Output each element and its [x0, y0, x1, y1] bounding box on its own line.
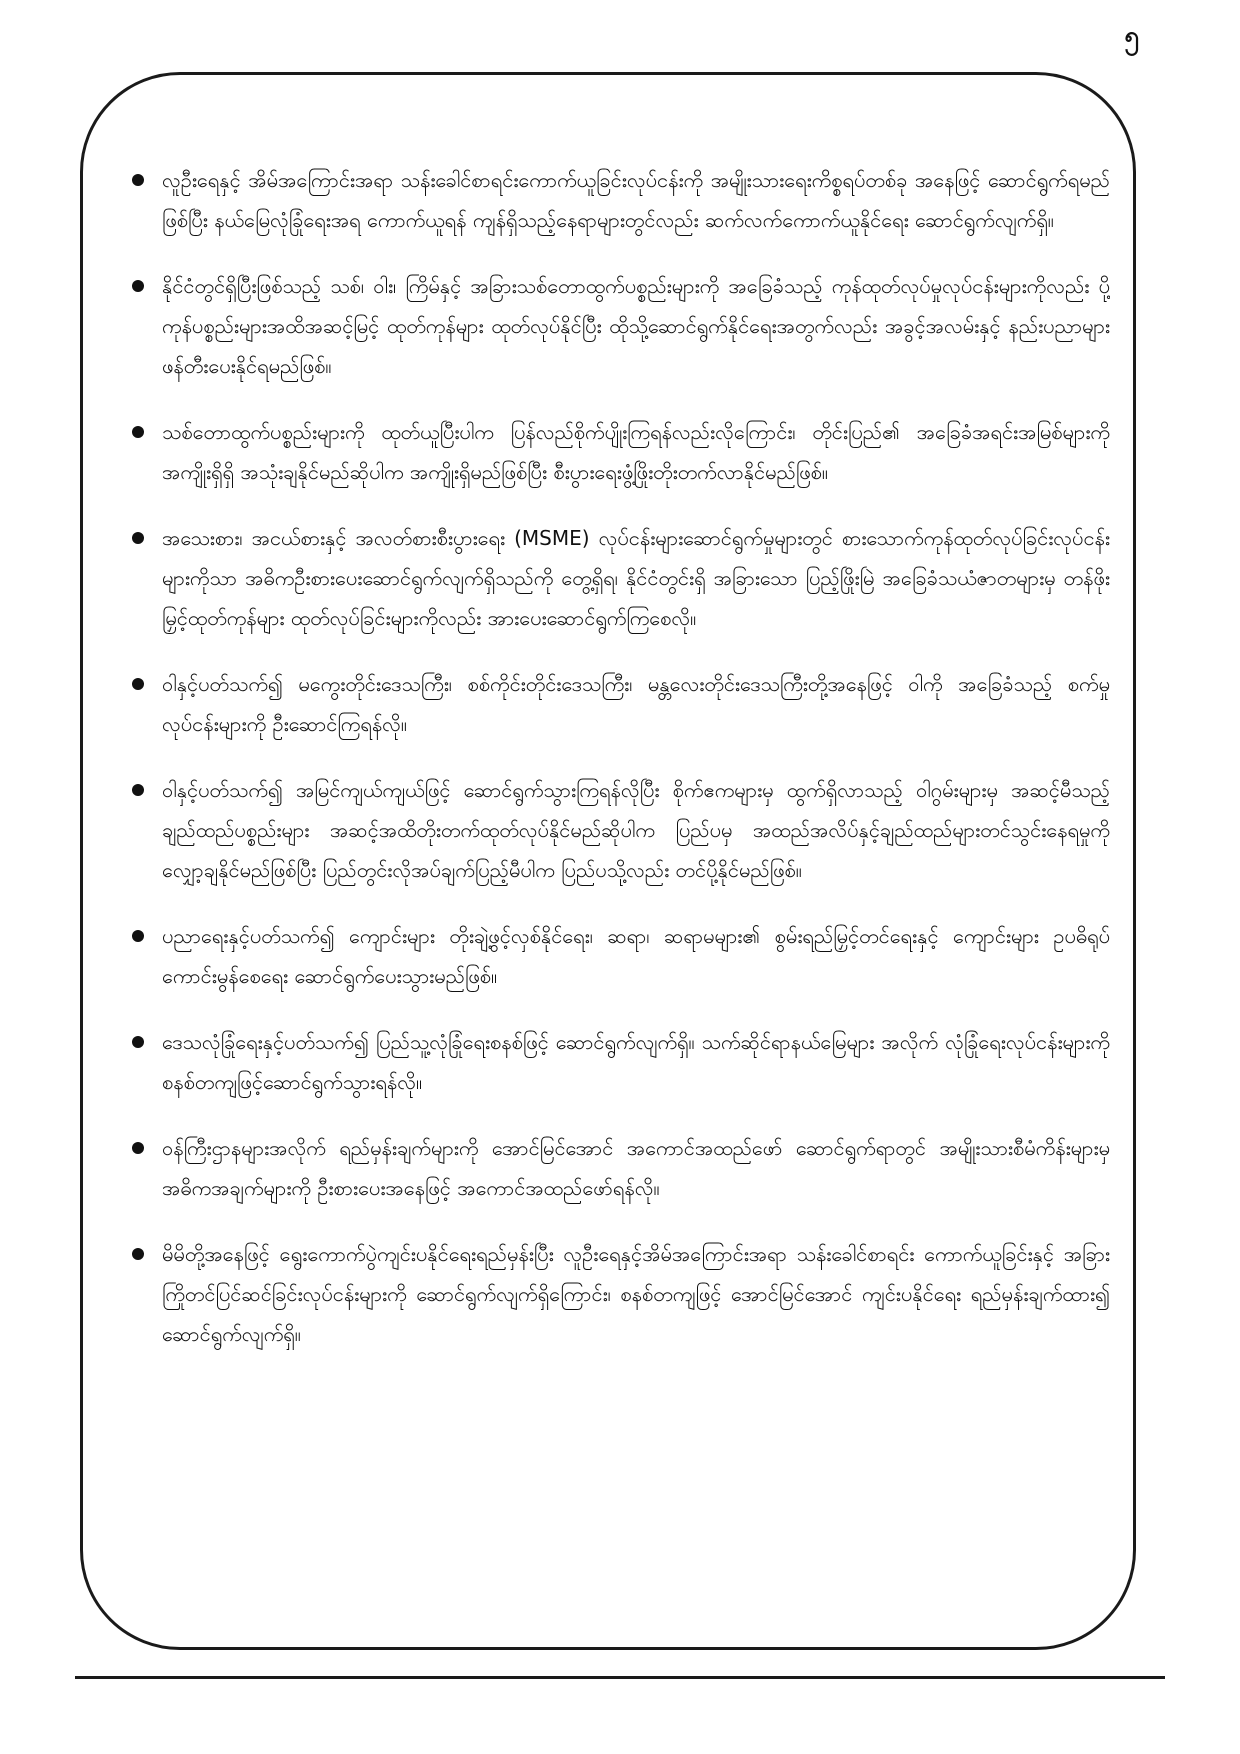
list-item-text: ဒေသလုံခြုံရေးနှင့်ပတ်သက်၍ ပြည်သူ့လုံခြုံရေးစနစ်ဖြင့် ဆောင်ရွက်လျက်ရှိ။ သက်ဆိုင်ရာနယ်မြေများ အလိုက် လုံခြုံရေးလုပ်ငန်းများကို စနစ်တကျဖြင့်ဆောင်ရွက်သွားရန်လို။: [162, 1030, 1110, 1094]
page-number: ၅: [1124, 21, 1140, 51]
bullet-icon: [132, 930, 144, 942]
bullet-icon: [132, 678, 144, 690]
content-area: [125, 160, 1110, 1630]
bullet-icon: [132, 1142, 144, 1154]
list-item-text: သစ်တောထွက်ပစ္စည်းများကို ထုတ်ယူပြီးပါက ပြန်လည်စိုက်ပျိုးကြရန်လည်းလိုကြောင်း၊ တိုင်းပြည်၏ အခြေခံအရင်းအမြစ်များကို အကျိုးရှိရှိ အသုံးချနိုင်မည်ဆိုပါက အကျိုးရှိမည်ဖြစ်ပြီး စီးပွားရေးဖွံ့ဖြိုးတိုးတက်လာနိုင်မည်ဖြစ်။: [162, 420, 1110, 484]
list-item: [125, 412, 1110, 492]
list-item: [125, 1128, 1110, 1208]
bullet-icon: [132, 784, 144, 796]
bullet-icon: [132, 1036, 144, 1048]
list-item: [125, 770, 1110, 890]
bullet-list: [125, 160, 1110, 1354]
list-item: [125, 266, 1110, 386]
list-item: [125, 518, 1110, 638]
list-item-text: နိုင်ငံတွင်ရှိပြီးဖြစ်သည့် သစ်၊ ဝါး၊ ကြိမ်နှင့် အခြားသစ်တောထွက်ပစ္စည်းများကို အခြေခံသည့် ကုန်ထုတ်လုပ်မှုလုပ်ငန်းများကိုလည်း ပို့ကုန်ပစ္စည်းများအထိအဆင့်မြင့် ထုတ်ကုန်များ ထုတ်လုပ်နိုင်ပြီး ထိုသို့ဆောင်ရွက်နိုင်ရေးအတွက်လည်း အခွင့်အလမ်းနှင့် နည်းပညာများ ဖန်တီးပေးနိုင်ရမည်ဖြစ်။: [162, 274, 1110, 378]
list-item-text: လူဦးရေနှင့် အိမ်အကြောင်းအရာ သန်းခေါင်စာရင်းကောက်ယူခြင်းလုပ်ငန်းကို အမျိုးသားရေးကိစ္စရပ်တစ်ခု အနေဖြင့် ဆောင်ရွက်ရမည်ဖြစ်ပြီး နယ်မြေလုံခြုံရေးအရ ကောက်ယူရန် ကျန်ရှိသည့်နေရာများတွင်လည်း ဆက်လက်ကောက်ယူနိုင်ရေး ဆောင်ရွက်လျက်ရှိ။: [162, 168, 1110, 232]
footer-rule: [75, 1676, 1165, 1679]
bullet-icon: [132, 426, 144, 438]
bullet-icon: [132, 280, 144, 292]
list-item: [125, 664, 1110, 744]
bullet-icon: [132, 1248, 144, 1260]
list-item-text: ဝါနှင့်ပတ်သက်၍ အမြင်ကျယ်ကျယ်ဖြင့် ဆောင်ရွက်သွားကြရန်လိုပြီး စိုက်ဧကများမှ ထွက်ရှိလာသည့် ဝါဂွမ်းများမှ အဆင့်မီသည့်ချည်ထည်ပစ္စည်းများ အဆင့်အထိတိုးတက်ထုတ်လုပ်နိုင်မည်ဆိုပါက ပြည်ပမှ အထည်အလိပ်နှင့်ချည်ထည်များတင်သွင်းနေရမှုကို လျှော့ချနိုင်မည်ဖြစ်ပြီး ပြည်တွင်းလိုအပ်ချက်ပြည့်မီပါက ပြည်ပသို့လည်း တင်ပို့နိုင်မည်ဖြစ်။: [162, 778, 1110, 882]
list-item: [125, 1234, 1110, 1354]
bullet-icon: [132, 532, 144, 544]
bullet-icon: [132, 174, 144, 186]
list-item: [125, 916, 1110, 996]
list-item-text: အသေးစား၊ အငယ်စားနှင့် အလတ်စားစီးပွားရေး (MSME) လုပ်ငန်းများဆောင်ရွက်မှုများတွင် စားသောက်ကုန်ထုတ်လုပ်ခြင်းလုပ်ငန်းများကိုသာ အဓိကဦးစားပေးဆောင်ရွက်လျက်ရှိသည်ကို တွေ့ရှိရ၊ နိုင်ငံတွင်းရှိ အခြားသော ပြည့်ဖြိုးမြဲ အခြေခံသယံဇာတများမှ တန်ဖိုးမြှင့်ထုတ်ကုန်များ ထုတ်လုပ်ခြင်းများကိုလည်း အားပေးဆောင်ရွက်ကြစေလို။: [162, 526, 1110, 630]
list-item-text: ဝါနှင့်ပတ်သက်၍ မကွေးတိုင်းဒေသကြီး၊ စစ်ကိုင်းတိုင်းဒေသကြီး၊ မန္တလေးတိုင်းဒေသကြီးတို့အနေဖြင့် ဝါကို အခြေခံသည့် စက်မှုလုပ်ငန်းများကို ဦးဆောင်ကြရန်လို။: [162, 672, 1110, 736]
list-item: [125, 160, 1110, 240]
list-item-text: ဝန်ကြီးဌာနများအလိုက် ရည်မှန်းချက်များကို အောင်မြင်အောင် အကောင်အထည်ဖော် ဆောင်ရွက်ရာတွင် အမျိုးသားစီမံကိန်းများမှ အဓိကအချက်များကို ဦးစားပေးအနေဖြင့် အကောင်အထည်ဖော်ရန်လို။: [162, 1136, 1110, 1200]
list-item: [125, 1022, 1110, 1102]
list-item-text: မိမိတို့အနေဖြင့် ရွေးကောက်ပွဲကျင်းပနိုင်ရေးရည်မှန်းပြီး လူဦးရေနှင့်အိမ်အကြောင်းအရာ သန်းခေါင်စာရင်း ကောက်ယူခြင်းနှင့် အခြားကြိုတင်ပြင်ဆင်ခြင်းလုပ်ငန်းများကို ဆောင်ရွက်လျက်ရှိကြောင်း၊ စနစ်တကျဖြင့် အောင်မြင်အောင် ကျင်းပနိုင်ရေး ရည်မှန်းချက်ထား၍ ဆောင်ရွက်လျက်ရှိ။: [162, 1242, 1110, 1346]
list-item-text: ပညာရေးနှင့်ပတ်သက်၍ ကျောင်းများ တိုးချဲ့ဖွင့်လှစ်နိုင်ရေး၊ ဆရာ၊ ဆရာမများ၏ စွမ်းရည်မြှင့်တင်ရေးနှင့် ကျောင်းများ ဥပဓိရုပ်ကောင်းမွန်စေရေး ဆောင်ရွက်ပေးသွားမည်ဖြစ်။: [162, 924, 1110, 988]
